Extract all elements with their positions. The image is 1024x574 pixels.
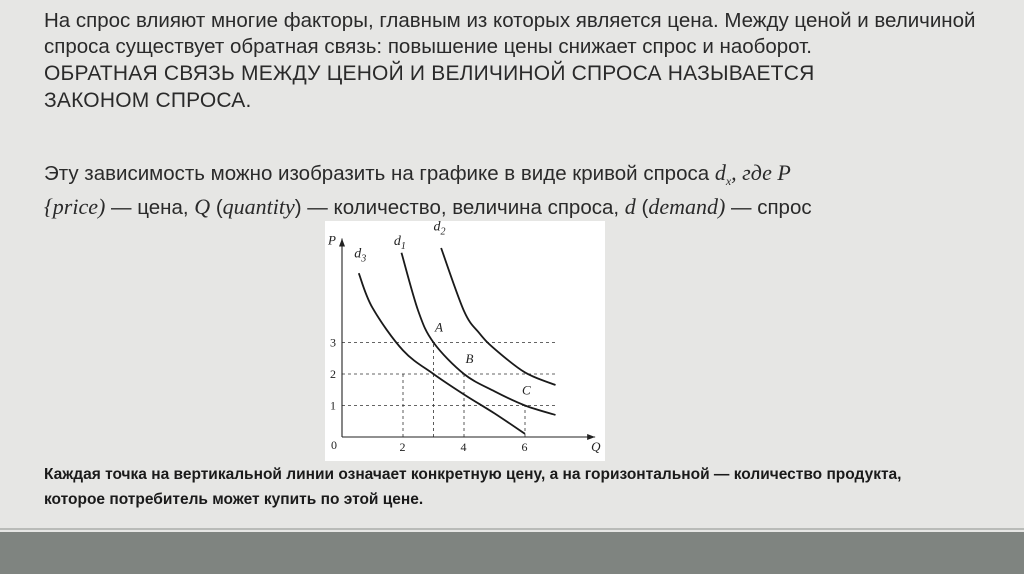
- desc-d-symbol: d: [714, 160, 726, 185]
- y-axis-label: P: [328, 232, 336, 248]
- curve-description: [44, 160, 994, 221]
- curve-label-d1: $d_1$: [393, 233, 406, 252]
- intro-block: [44, 8, 984, 114]
- y-tick-label: 1: [330, 398, 336, 413]
- law-heading-line1: ОБРАТНАЯ СВЯЗЬ МЕЖДУ ЦЕНОЙ И ВЕЛИЧИНОЙ СПРОСА НАЗЫВАЕТСЯ: [44, 62, 815, 85]
- x-tick-label: 6: [521, 440, 528, 454]
- desc-demand-open: (: [635, 196, 649, 220]
- desc-quantity-open: (: [210, 196, 223, 220]
- footer-divider: [0, 528, 1024, 530]
- footer-bar: [0, 532, 1024, 574]
- y-tick-label: 3: [330, 335, 336, 350]
- y-tick-label: 2: [330, 367, 336, 381]
- desc-quantity-close: ): [294, 196, 302, 220]
- desc-text-3: — цена,: [105, 196, 195, 220]
- point-label-B: B: [465, 350, 474, 366]
- demand-curve-chart: [325, 221, 605, 461]
- desc-d-subscript: x: [725, 174, 732, 189]
- y-axis-arrow: [339, 239, 345, 247]
- desc-quantity-word: quantity: [222, 194, 295, 220]
- curve-label-d3: $d_3$: [354, 246, 367, 265]
- desc-price-word: {price): [44, 194, 106, 220]
- x-tick-label: 4: [460, 440, 467, 454]
- demand-curve-d2: [441, 248, 555, 385]
- origin-label: 0: [331, 438, 337, 452]
- point-label-A: A: [435, 319, 443, 335]
- desc-q-symbol: Q: [194, 194, 211, 220]
- x-tick-label: 2: [399, 440, 406, 454]
- curve-label-d2: $d_2$: [433, 221, 446, 238]
- desc-text-1: Эту зависимость можно изобразить на графике в виде кривой спроса: [44, 162, 715, 185]
- chart-svg: [325, 221, 605, 461]
- caption: Каждая точка на вертикальной линии означает конкретную цену, а на горизонтальной — количество продукта, которое потребитель может купить по этой цене.: [44, 466, 902, 508]
- point-label-C: C: [521, 382, 531, 398]
- desc-d2-symbol: d: [624, 194, 636, 220]
- desc-comma: , где: [731, 160, 778, 185]
- law-heading-line2: ЗАКОНОМ СПРОСА.: [44, 89, 252, 112]
- x-axis-label: Q: [591, 439, 601, 454]
- desc-text-4: — количество, величина спроса,: [301, 196, 625, 220]
- demand-curve-d1: [401, 253, 555, 415]
- desc-text-5: — спрос: [725, 196, 812, 220]
- desc-demand-word: demand): [648, 194, 726, 220]
- intro-paragraph: На спрос влияют многие факторы, главным из которых является цена. Между ценой и величиной спроса существует обратная связь: повышение цены снижает спрос и наоборот.: [44, 9, 976, 58]
- desc-p-symbol: P: [777, 160, 791, 185]
